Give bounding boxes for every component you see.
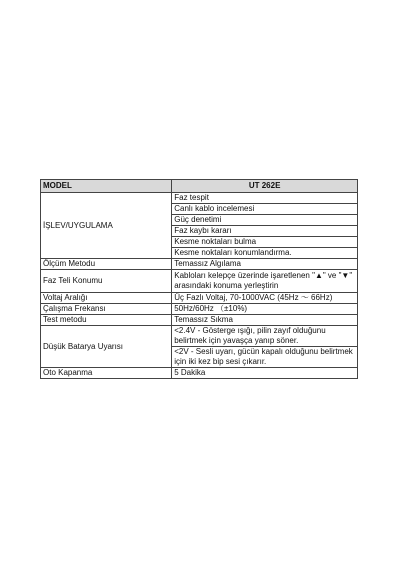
row-label: Voltaj Aralığı <box>41 293 172 304</box>
table-row <box>41 270 358 293</box>
row-value-line: <2V - Sesli uyarı, gücün kapalı olduğunu belirtmek için iki kez bip sesi çıkarır. <box>172 346 357 367</box>
row-value: 5 Dakika <box>172 368 358 379</box>
row-value-line: <2.4V - Gösterge ışığı, pilin zayıf olduğunu belirtmek için yavaşça yanıp söner. <box>174 326 326 345</box>
row-value <box>172 326 358 368</box>
row-label: Test metodu <box>41 315 172 326</box>
row-value: 50Hz/60Hz （±10%) <box>172 304 358 315</box>
table-row <box>41 259 358 270</box>
table-row <box>41 326 358 368</box>
row-label: Oto Kapanma <box>41 368 172 379</box>
table-row <box>41 293 358 304</box>
table-row <box>41 368 358 379</box>
table-header-row <box>41 180 358 193</box>
row-value: Temassız Sıkma <box>172 315 358 326</box>
row-value-line: Kesme noktaları bulma <box>172 236 357 247</box>
row-label: Faz Teli Konumu <box>41 270 172 293</box>
row-value-line: Canlı kablo incelemesi <box>172 203 357 214</box>
row-label: Düşük Batarya Uyarısı <box>41 326 172 368</box>
row-label: Ölçüm Metodu <box>41 259 172 270</box>
row-value-line: Kesme noktaları konumlandırma. <box>172 247 357 258</box>
row-value <box>172 193 358 259</box>
spec-table <box>40 179 358 379</box>
table-row <box>41 304 358 315</box>
row-value: Kabloları kelepçe üzerinde işaretlenen "▲" ve "▼" arasındaki konuma yerleştirin <box>172 270 358 293</box>
row-value-line: Faz kaybı kararı <box>172 225 357 236</box>
model-header: MODEL <box>41 180 172 193</box>
row-label: Çalışma Frekansı <box>41 304 172 315</box>
table-row <box>41 315 358 326</box>
row-value-line: Güç denetimi <box>172 214 357 225</box>
table-row <box>41 193 358 259</box>
model-value-header: UT 262E <box>172 180 358 193</box>
row-label: İŞLEV/UYGULAMA <box>41 193 172 259</box>
row-value-line: Faz tespit <box>174 193 209 202</box>
row-value: Üç Fazlı Voltaj, 70-1000VAC (45Hz ～ 66Hz) <box>172 293 358 304</box>
row-value: Temassız Algılama <box>172 259 358 270</box>
